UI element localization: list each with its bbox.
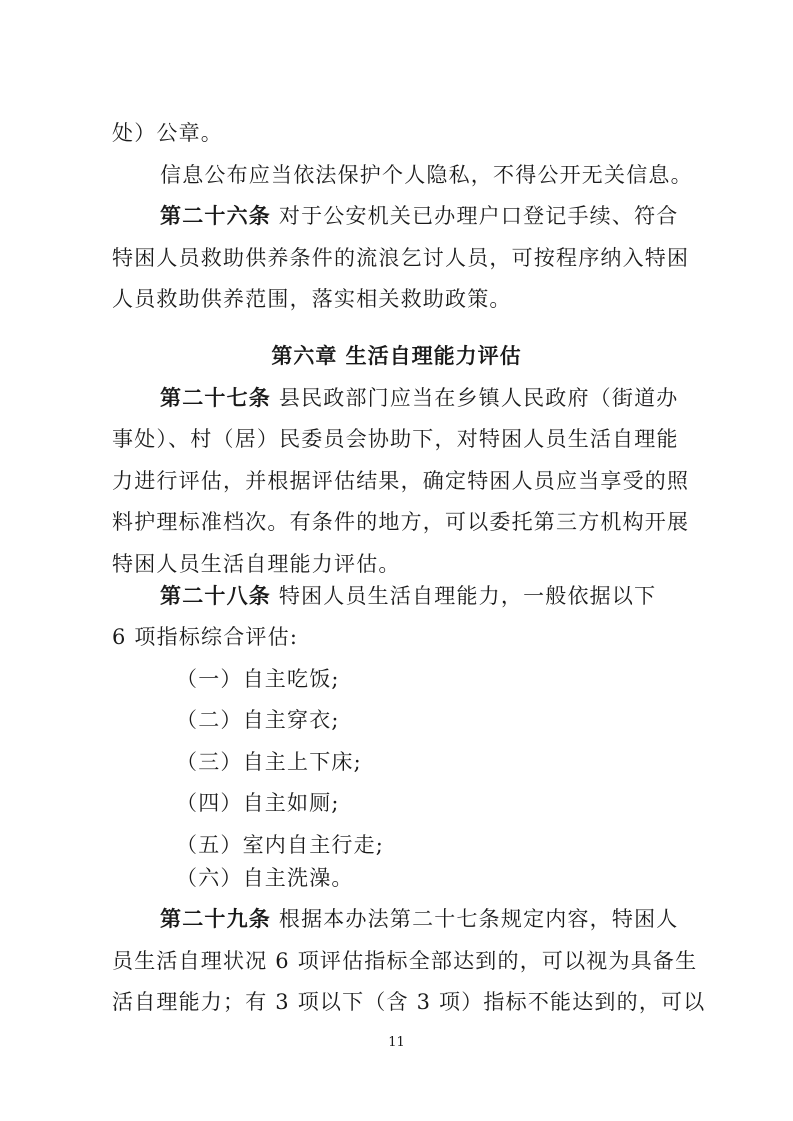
- list-item: （六）自主洗澡。: [176, 866, 354, 890]
- list-item: （二）自主穿衣;: [176, 708, 340, 732]
- article-29-label: 第二十九条: [160, 907, 271, 931]
- chapter-title: 第六章 生活自理能力评估: [271, 344, 522, 368]
- article-28-text: 特困人员生活自理能力，一般依据以下: [271, 584, 657, 608]
- article-27-label: 第二十七条: [160, 386, 271, 410]
- text-line: 特困人员生活自理能力评估。: [112, 552, 401, 576]
- text-line: 活自理能力；有 3 项以下（含 3 项）指标不能达到的，可以: [112, 990, 706, 1014]
- list-item: （四）自主如厕;: [176, 791, 340, 815]
- article-28-first-line: [160, 581, 793, 611]
- text-line: 员生活自理状况 6 项评估指标全部达到的，可以视为具备生: [112, 949, 698, 973]
- page-number: 11: [388, 1035, 405, 1050]
- article-28-label: 第二十八条: [160, 584, 271, 608]
- text-line: 信息公布应当依法保护个人隐私，不得公开无关信息。: [160, 163, 693, 187]
- text-line: 6 项指标综合评估:: [112, 625, 299, 649]
- article-26-first-line: [160, 201, 793, 231]
- article-29-first-line: [160, 904, 793, 934]
- article-29-text: 根据本办法第二十七条规定内容，特困人: [271, 907, 679, 931]
- list-item: （一）自主吃饭;: [176, 667, 340, 691]
- article-26-label: 第二十六条: [160, 204, 271, 228]
- text-line: 特困人员救助供养条件的流浪乞讨人员，可按程序纳入特困: [112, 246, 690, 270]
- list-item: （五）室内自主行走;: [176, 833, 385, 857]
- text-line: 料护理标准档次。有条件的地方，可以委托第三方机构开展: [112, 510, 690, 534]
- text-line: 人员救助供养范围，落实相关救助政策。: [112, 287, 512, 311]
- article-27-text: 县民政部门应当在乡镇人民政府（街道办: [271, 386, 679, 410]
- text-line: 事处）、村（居）民委员会协助下，对特困人员生活自理能: [112, 427, 679, 451]
- text-line: 力进行评估，并根据评估结果，确定特困人员应当享受的照: [112, 469, 690, 493]
- list-item: （三）自主上下床;: [176, 750, 362, 774]
- article-26-text: 对于公安机关已办理户口登记手续、符合: [271, 204, 679, 228]
- article-27-first-line: [160, 383, 793, 413]
- text-line: 处）公章。: [112, 121, 223, 145]
